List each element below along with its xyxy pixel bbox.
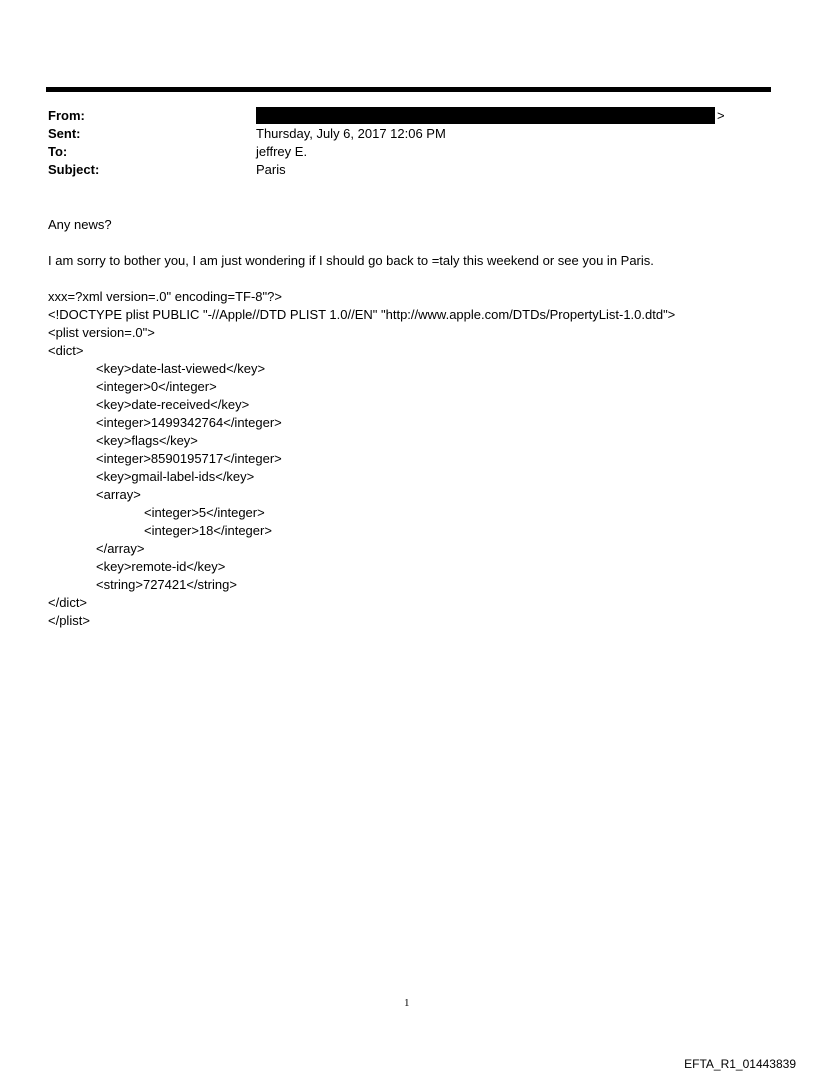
plist-line: xxx=?xml version=.0" encoding=TF-8"?> [48, 289, 282, 304]
plist-line: </dict> [48, 595, 88, 610]
plist-line: <integer>18</integer> [144, 523, 272, 538]
sent-value: Thursday, July 6, 2017 12:06 PM [256, 126, 446, 141]
to-value: jeffrey E. [256, 144, 308, 159]
body-message: I am sorry to bother you, I am just wondering if I should go back to =taly this weekend or see you in Paris. [48, 253, 654, 268]
subject-label: Subject: [48, 162, 100, 177]
page-number: 1 [404, 997, 410, 1009]
bates-number: EFTA_R1_01443839 [684, 1057, 796, 1071]
plist-line: <integer>5</integer> [144, 505, 265, 520]
plist-line: <plist version=.0"> [48, 325, 155, 340]
from-label: From: [48, 108, 85, 123]
subject-value: Paris [256, 162, 286, 177]
sent-label: Sent: [48, 126, 81, 141]
redacted-sender [256, 107, 715, 124]
to-label: To: [48, 144, 68, 159]
plist-line: <!DOCTYPE plist PUBLIC "-//Apple//DTD PLIST 1.0//EN" "http://www.apple.com/DTDs/PropertyList-1.0.dtd"> [48, 307, 676, 322]
plist-line: <integer>8590195717</integer> [96, 451, 282, 466]
plist-line: <array> [96, 487, 141, 502]
header-rule [46, 87, 771, 92]
plist-line: <key>gmail-label-ids</key> [96, 469, 255, 484]
plist-line: <integer>0</integer> [96, 379, 217, 394]
plist-line: <key>date-last-viewed</key> [96, 361, 266, 376]
plist-line: <dict> [48, 343, 84, 358]
plist-line: <string>727421</string> [96, 577, 237, 592]
plist-line: <key>remote-id</key> [96, 559, 226, 574]
plist-line: <key>flags</key> [96, 433, 198, 448]
plist-line: <integer>1499342764</integer> [96, 415, 282, 430]
body-question: Any news? [48, 217, 112, 232]
plist-line: </plist> [48, 613, 90, 628]
from-value-tail: > [717, 108, 725, 123]
plist-line: </array> [96, 541, 145, 556]
plist-line: <key>date-received</key> [96, 397, 250, 412]
